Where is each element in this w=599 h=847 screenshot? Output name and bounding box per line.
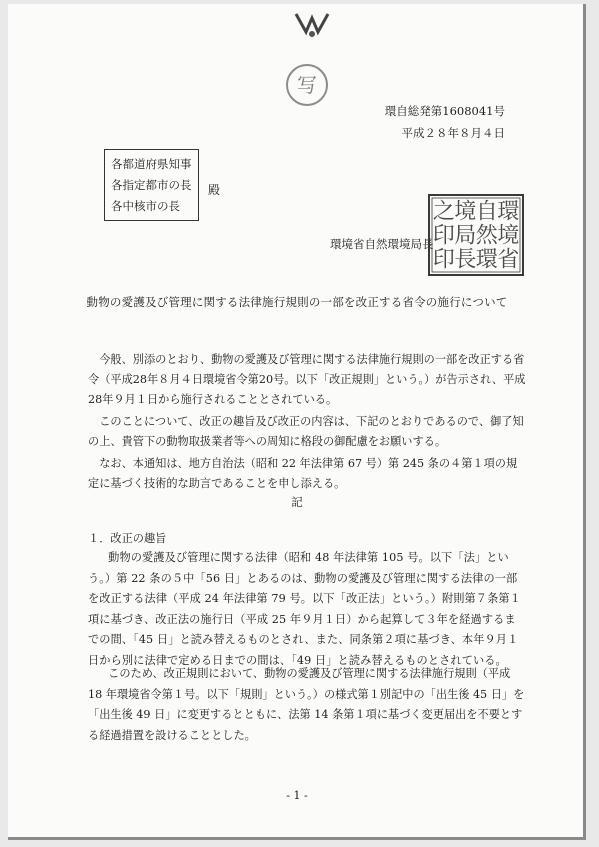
section-paragraph: 動物の愛護及び管理に関する法律（昭和 48 年法律第 105 号。以下「法」という。）第 22 条の５中「56 日」とあるのは、動物の愛護及び管理に関する法律の一部を改正する法律（平成 24 年法律第 79 号。以下「改正法」という。）附則第７条第１項に基づき、改正法の施行日（平成 25 年９月１日）から起算して３年を経過するまでの間、「45 日」と読み替えるものとされ、また、同条第２項に基づき、本年９月１日から別に法律で定める日までの間は、「49 日」と読み替えるものとされている。: [88, 551, 521, 667]
document-title: 動物の愛護及び管理に関する法律施行規則の一部を改正する省令の施行について: [86, 295, 508, 309]
scan-smudge: [292, 12, 332, 40]
seal-character: 境: [497, 223, 520, 249]
seal-character: 然: [475, 223, 498, 249]
section-paragraph: このため、改正規則において、動物の愛護及び管理に関する法律施行規則（平成 18 年環境省令第１号。以下「規則」という。）の様式第１別記中の「出生後 45 日」を「出生後 49 日」に変更するとともに、法第 14 条第１項に基づく変更届出を不要とする経過措置を設けることとした。: [88, 667, 525, 742]
ki-heading: 記: [291, 495, 303, 509]
seal-character: 印: [432, 223, 455, 249]
sender-name: 環境省自然環境局長: [330, 237, 434, 251]
recipient-line: 各指定都市の長: [111, 178, 192, 192]
document-number: 環自総発第1608041号: [384, 104, 505, 118]
recipient-line: 各中核市の長: [111, 199, 180, 213]
seal-character: 環: [475, 247, 498, 273]
honorific: 殿: [208, 183, 221, 197]
recipient-line: 各都道府県知事: [111, 157, 192, 171]
document-date: 平成２８年８月４日: [401, 126, 505, 140]
document-page: [8, 4, 586, 840]
seal-character: 印: [432, 247, 455, 273]
page-number: - 1 -: [286, 789, 308, 802]
body-paragraph: このことについて、改正の趣旨及び改正の内容は、下記のとおりであるので、御了知の上、貴管下の動物取扱業者等への周知に格段の御配慮をお願いする。: [88, 415, 524, 448]
copy-stamp: 写: [286, 64, 328, 106]
section-heading: １．改正の趣旨: [88, 532, 167, 545]
seal-character: 長: [454, 247, 477, 273]
seal-character: 局: [454, 223, 477, 249]
recipient-box: [104, 149, 199, 221]
seal-character: 之: [432, 199, 455, 225]
seal-character: 自: [475, 199, 498, 225]
body-paragraph: 今般、別添のとおり、動物の愛護及び管理に関する法律施行規則の一部を改正する省令（平成28年８月４日環境省令第20号。以下「改正規則」という。）が告示され、平成28年９月１日から施行されることとされている。: [88, 353, 526, 406]
seal-character: 省: [497, 247, 520, 273]
document-header: [385, 100, 505, 144]
official-seal: [428, 194, 524, 276]
seal-character: 境: [454, 199, 477, 225]
body-paragraph: なお、本通知は、地方自治法（昭和 22 年法律第 67 号）第 245 条の４第１項の規定に基づく技術的な助言であることを申し添える。: [88, 457, 518, 490]
seal-character: 環: [497, 199, 520, 225]
